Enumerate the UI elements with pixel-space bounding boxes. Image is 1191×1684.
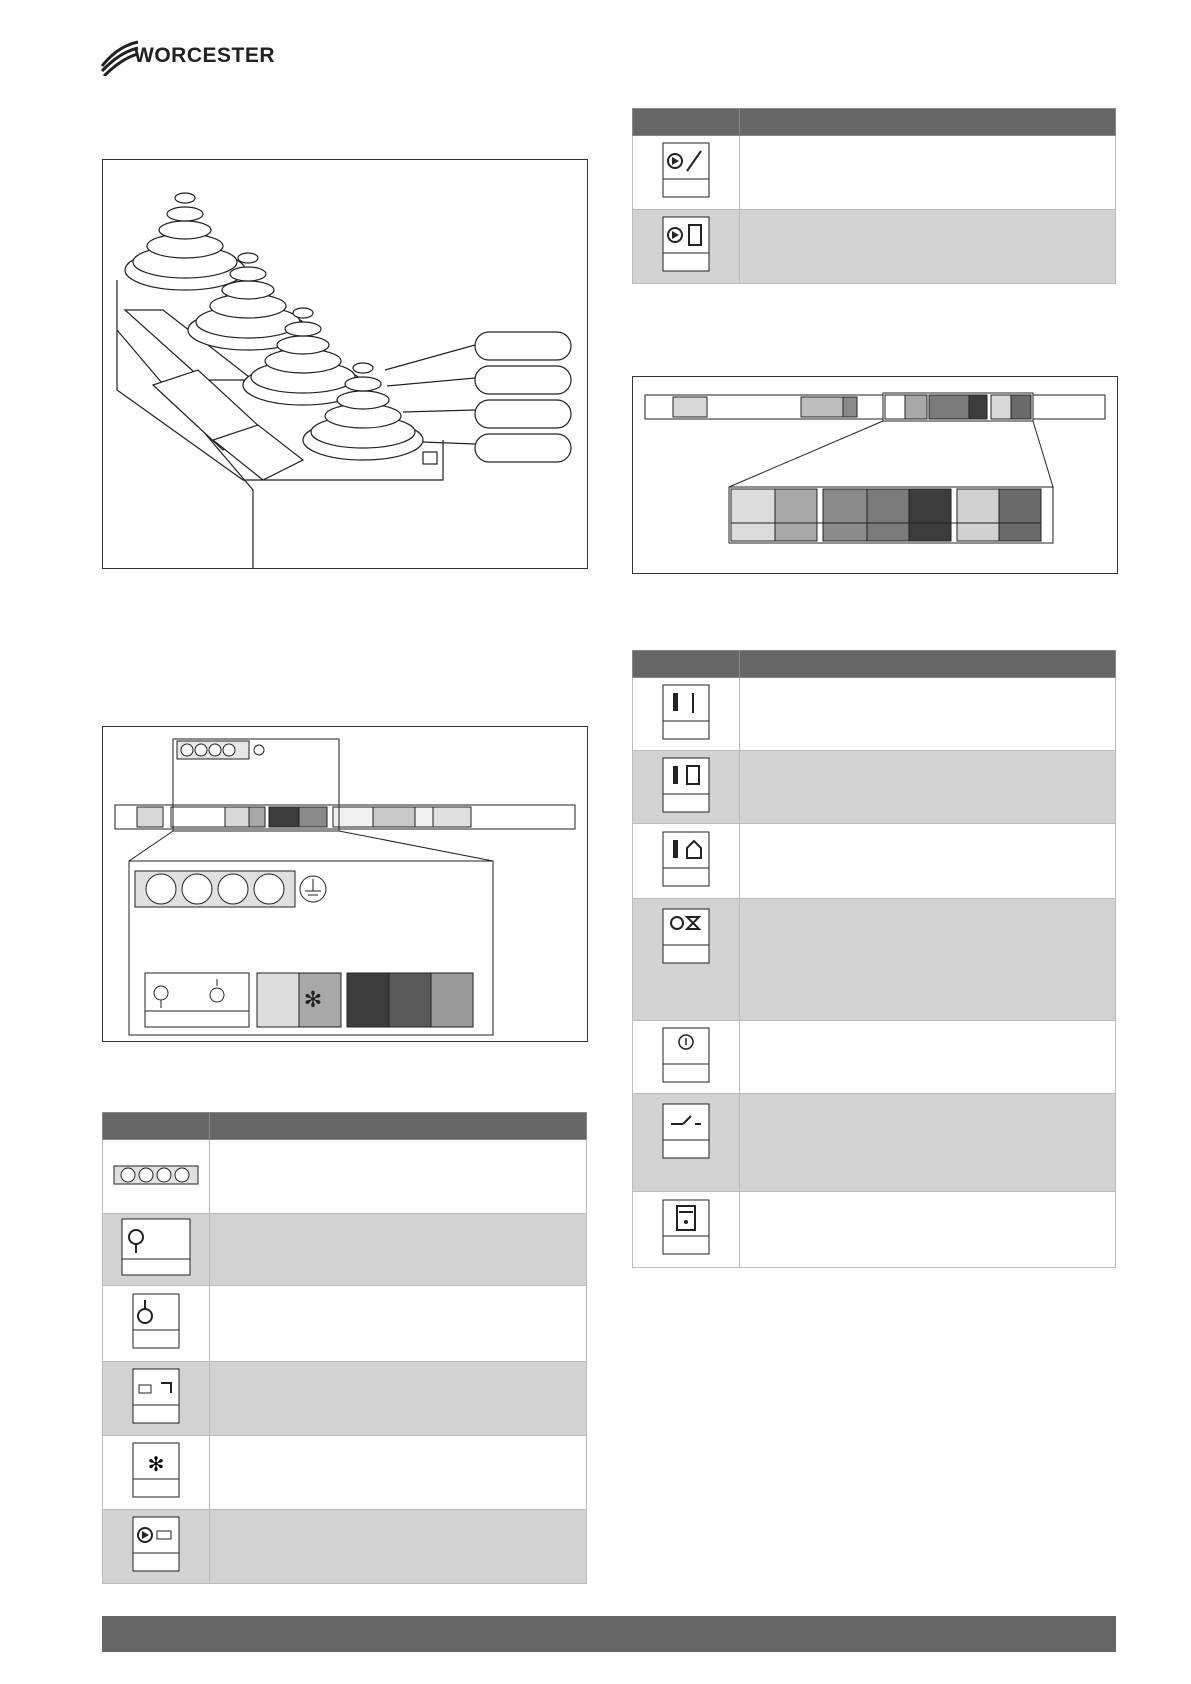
brand-name: WORCESTER: [134, 44, 275, 67]
table-header-description: [740, 651, 1116, 678]
heating-dhw-valve-icon: [103, 1362, 210, 1436]
figure-cable-grommets: [102, 159, 588, 569]
table-header-symbol: [103, 1113, 210, 1140]
flow-sensor-down-icon: [103, 1214, 210, 1286]
table-row-text: [740, 1094, 1116, 1192]
table-row-text: [210, 1362, 587, 1436]
outdoor-temp-sensor-icon: [633, 824, 740, 899]
pump-diverter-icon: [633, 136, 740, 210]
pump-cylinder-icon: [633, 210, 740, 284]
figure-terminal-strip-right: [632, 376, 1118, 574]
flow-sensor-up-icon: [103, 1286, 210, 1362]
earth-terminal-block-icon: [103, 1140, 210, 1214]
table-row-text: [210, 1286, 587, 1362]
table-row-text: [210, 1140, 587, 1214]
sensor-terminal-illustration: [633, 377, 1117, 573]
spec-table-right-bottom: [632, 650, 1116, 1268]
table-row-text: [740, 136, 1116, 210]
cylinder-temp-sensor-icon: [633, 751, 740, 824]
spec-table-left: [102, 1112, 587, 1584]
table-row-text: [210, 1214, 587, 1286]
grommets-illustration: [103, 160, 587, 568]
table-header-description: [740, 109, 1116, 136]
footer-bar: [102, 1616, 1116, 1652]
table-row-text: [740, 1021, 1116, 1094]
table-row-text: [740, 1192, 1116, 1268]
switch-contact-icon: [633, 1094, 740, 1192]
spec-table-right-top: [632, 108, 1116, 284]
pump-heating-icon: [103, 1510, 210, 1584]
table-header-symbol: [633, 651, 740, 678]
table-row-text: [740, 751, 1116, 824]
svg-text:✻: ✻: [147, 1452, 165, 1476]
table-row-text: [210, 1436, 587, 1510]
table-row-text: [740, 678, 1116, 751]
svg-text:✻: ✻: [303, 988, 323, 1013]
mixing-valve-icon: [633, 899, 740, 1021]
figure-terminal-strip-left: [102, 726, 588, 1042]
table-row-text: [740, 210, 1116, 284]
table-header-description: [210, 1113, 587, 1140]
table-row-text: [740, 899, 1116, 1021]
table-row-text: [210, 1510, 587, 1584]
alarm-icon: [633, 1021, 740, 1094]
terminal-strip-illustration: [103, 727, 587, 1041]
room-controller-icon: [633, 1192, 740, 1268]
table-row-text: [740, 824, 1116, 899]
temp-sensor-icon: [633, 678, 740, 751]
brand-logo: [100, 36, 275, 76]
snowflake-icon: [103, 1436, 210, 1510]
table-header-symbol: [633, 109, 740, 136]
